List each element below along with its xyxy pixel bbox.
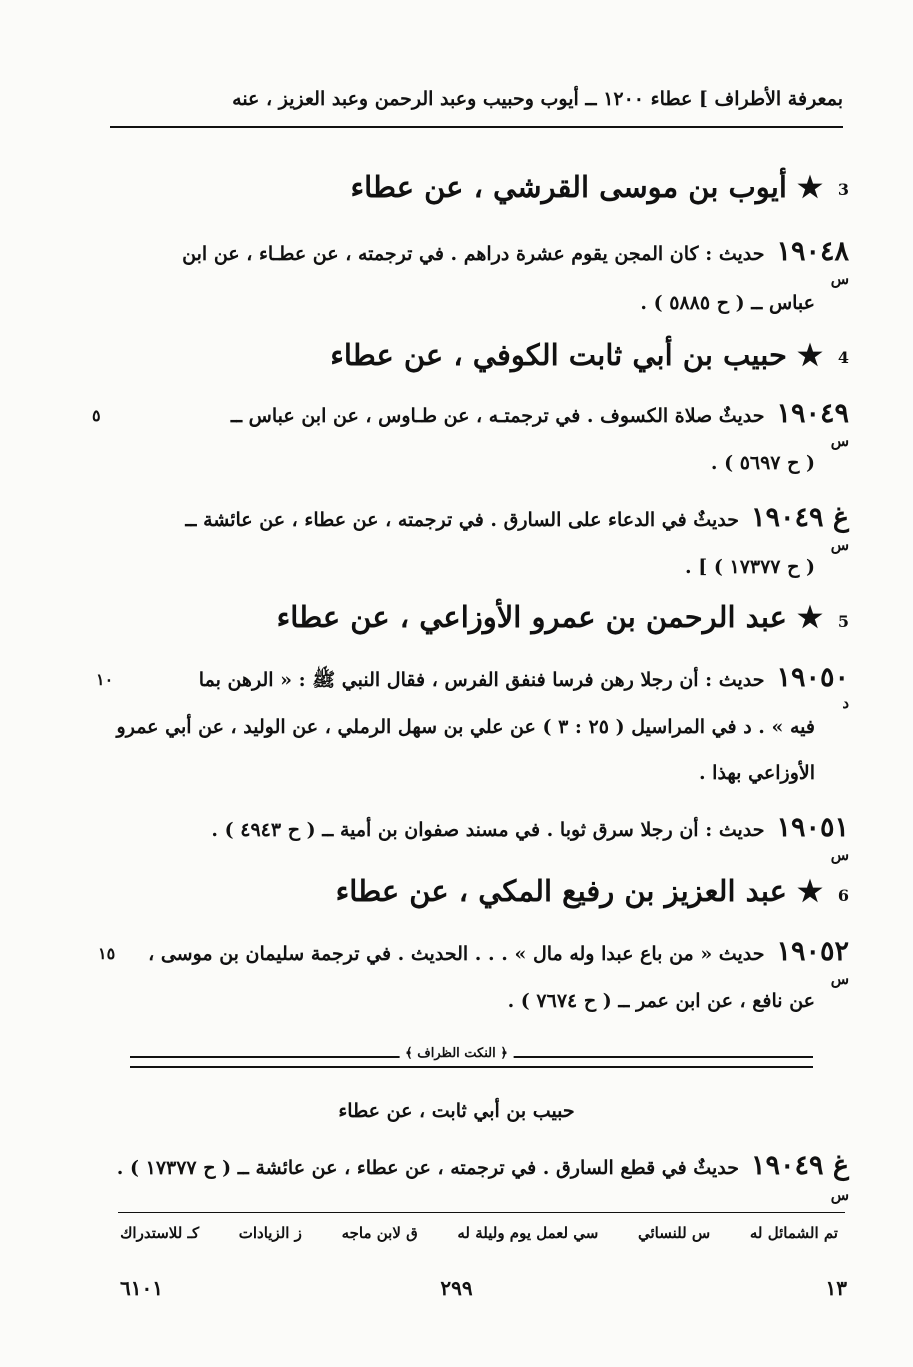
header-title: بمعرفة الأطراف ] عطاء ١٢٠٠ ــ أيوب وحبيب وعبد الرحمن وعبد العزيز ، عنه: [232, 88, 843, 110]
hadith-text: حديثٌ صلاة الكسوف . في ترجمتـه ، عن طـاوس ، عن ابن عباس ــ: [230, 405, 765, 427]
hadith-number: ١٩٠٥٠: [776, 662, 849, 693]
hadith-text: حديث : أن رجلا رهن فرسا فنفق الفرس ، فقال النبي ﷺ : « الرهن بما: [198, 669, 765, 691]
hadith-entry: [199, 662, 849, 696]
page-number-left: ٦١٠١: [120, 1276, 163, 1300]
margin-line-number: ١٥: [98, 944, 116, 963]
hadith-number: غ ١٩٠٤٩: [750, 502, 849, 533]
margin-line-number: ١٠: [96, 670, 114, 689]
abbreviation-item: تم الشمائل له: [749, 1224, 838, 1242]
hadith-number: ١٩٠٥١: [776, 812, 849, 843]
abbreviation-item: ز الزيادات: [238, 1224, 302, 1242]
chapter-heading: ★ أيوب بن موسى القرشي ، عن عطاء: [350, 170, 823, 204]
abbreviation-legend: [120, 1224, 838, 1242]
chapter-number: 3: [837, 180, 849, 199]
hadith-text: حديثٌ في قطع السارق . في ترجمته ، عن عطاء ، عن عائشة ــ ( ح ١٧٣٧٧ ) .: [116, 1157, 739, 1179]
hadith-entry: [182, 236, 849, 267]
siglum: س: [830, 432, 849, 450]
hadith-continuation: عن نافع ، عن ابن عمر ــ ( ح ٧٦٧٤ ) .: [507, 990, 815, 1012]
hadith-entry: [185, 502, 849, 533]
chapter-number: 6: [837, 886, 849, 905]
abbreviation-item: سي لعمل يوم وليلة له: [457, 1224, 599, 1242]
footnote-rule: [118, 1212, 845, 1213]
chapter-heading: ★ عبد العزيز بن رفيع المكي ، عن عطاء: [335, 874, 823, 908]
hadith-entry: [211, 812, 849, 843]
hadith-continuation: ( ح ٥٦٩٧ ) .: [710, 452, 815, 474]
margin-line-number: ٥: [92, 406, 101, 425]
chapter-heading: ★ حبيب بن أبي ثابت الكوفي ، عن عطاء: [330, 338, 823, 372]
hadith-number: ١٩٠٤٨: [776, 236, 849, 267]
page-number-center: ٢٩٩: [440, 1276, 473, 1300]
hadith-text: حديث : أن رجلا سرق ثوبا . في مسند صفوان بن أمية ــ ( ح ٤٩٤٣ ) .: [211, 819, 765, 841]
abbreviation-item: ق لابن ماجه: [341, 1224, 418, 1242]
page-number-right: ١٣: [825, 1276, 847, 1300]
siglum: س: [830, 1186, 849, 1204]
hadith-text: حديث : كان المجن يقوم عشرة دراهم . في ترجمته ، عن عطـاء ، عن ابن: [182, 243, 765, 265]
hadith-entry: [231, 398, 849, 429]
siglum: س: [830, 270, 849, 288]
separator-label: ﴿ النكت الظراف ﴾: [399, 1046, 514, 1061]
hadith-number: ١٩٠٥٢: [776, 936, 849, 967]
nukat-heading: [0, 1100, 913, 1122]
hadith-number: غ ١٩٠٤٩: [750, 1150, 849, 1181]
siglum: س: [830, 536, 849, 554]
hadith-text: حديثٌ في الدعاء على السارق . في ترجمته ، عن عطاء ، عن عائشة ــ: [185, 509, 739, 531]
siglum: س: [830, 970, 849, 988]
hadith-number: ١٩٠٤٩: [776, 398, 849, 429]
nukat-heading-text: حبيب بن أبي ثابت ، عن عطاء: [338, 1100, 575, 1122]
abbreviation-item: س للنسائي: [638, 1224, 711, 1242]
nukat-entry: [117, 1150, 849, 1181]
siglum: د: [842, 694, 849, 712]
chapter-heading: ★ عبد الرحمن بن عمرو الأوزاعي ، عن عطاء: [276, 600, 823, 634]
siglum: س: [830, 846, 849, 864]
hadith-continuation: ( ح ١٧٣٧٧ ) ] .: [685, 556, 815, 578]
running-header: [110, 88, 843, 124]
chapter-number: 5: [837, 612, 849, 631]
hadith-entry: [148, 936, 849, 967]
hadith-continuation: فيه » . د في المراسيل ( ٢٥ : ٣ ) عن علي بن سهل الرملي ، عن الوليد ، عن أبي عمرو: [116, 716, 815, 738]
abbreviation-item: كـ للاستدراك: [120, 1224, 200, 1242]
chapter-number: 4: [837, 348, 849, 367]
hadith-continuation: عباس ــ ( ح ٥٨٨٥ ) .: [640, 292, 815, 314]
hadith-text: حديث « من باع عبدا وله مال » . . . الحديث . في ترجمة سليمان بن موسى ،: [148, 943, 765, 965]
header-rule: [110, 126, 843, 128]
hadith-continuation: الأوزاعي بهذا .: [698, 762, 815, 784]
